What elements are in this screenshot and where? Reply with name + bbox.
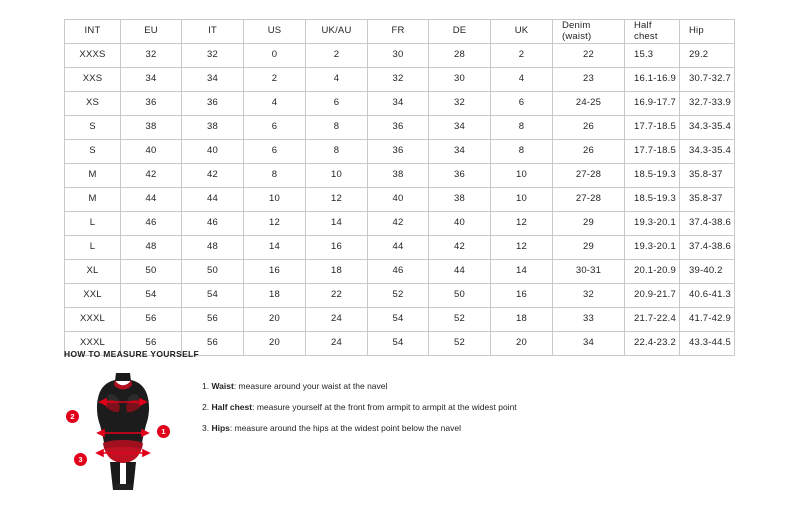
cell-eu: 40 (121, 140, 182, 164)
cell-half-chest: 15.3 (625, 44, 680, 68)
cell-uk-au: 12 (306, 188, 368, 212)
size-chart-table (64, 19, 735, 356)
cell-half-chest: 16.9-17.7 (625, 92, 680, 116)
cell-it: 44 (182, 188, 244, 212)
cell-denim-waist: 22 (553, 44, 625, 68)
cell-denim-waist: 33 (553, 308, 625, 332)
cell-hip: 37.4-38.6 (680, 236, 735, 260)
cell-denim-waist: 23 (553, 68, 625, 92)
cell-int: XXXL (65, 332, 121, 356)
measure-note-number: 1. (202, 381, 210, 391)
size-chart-container (64, 19, 734, 356)
cell-de: 42 (429, 236, 491, 260)
cell-uk: 8 (491, 116, 553, 140)
cell-fr: 32 (368, 68, 429, 92)
cell-denim-waist: 27-28 (553, 188, 625, 212)
cell-denim-waist: 32 (553, 284, 625, 308)
cell-denim-waist: 29 (553, 212, 625, 236)
cell-eu: 34 (121, 68, 182, 92)
cell-fr: 46 (368, 260, 429, 284)
cell-hip: 43.3-44.5 (680, 332, 735, 356)
table-row (65, 92, 735, 116)
cell-eu: 32 (121, 44, 182, 68)
cell-hip: 37.4-38.6 (680, 212, 735, 236)
cell-us: 20 (244, 332, 306, 356)
column-header-fr: FR (368, 20, 429, 44)
cell-int: XXL (65, 284, 121, 308)
measure-note-term: Hips (211, 423, 230, 434)
cell-us: 4 (244, 92, 306, 116)
table-row (65, 308, 735, 332)
cell-uk: 6 (491, 92, 553, 116)
how-to-measure-title: HOW TO MEASURE YOURSELF (64, 349, 200, 359)
cell-uk-au: 6 (306, 92, 368, 116)
cell-hip: 34.3-35.4 (680, 116, 735, 140)
cell-hip: 29.2 (680, 44, 735, 68)
cell-hip: 34.3-35.4 (680, 140, 735, 164)
cell-half-chest: 17.7-18.5 (625, 140, 680, 164)
cell-uk-au: 4 (306, 68, 368, 92)
cell-half-chest: 19.3-20.1 (625, 212, 680, 236)
cell-half-chest: 16.1-16.9 (625, 68, 680, 92)
measure-instructions-list (202, 367, 517, 445)
cell-us: 20 (244, 308, 306, 332)
cell-uk-au: 14 (306, 212, 368, 236)
cell-uk: 8 (491, 140, 553, 164)
cell-fr: 54 (368, 332, 429, 356)
column-header-half-chest: Half chest (625, 20, 680, 44)
cell-denim-waist: 26 (553, 116, 625, 140)
cell-de: 38 (429, 188, 491, 212)
cell-uk-au: 2 (306, 44, 368, 68)
cell-it: 56 (182, 332, 244, 356)
cell-int: S (65, 140, 121, 164)
how-to-measure-body (64, 367, 744, 492)
cell-eu: 48 (121, 236, 182, 260)
cell-int: L (65, 236, 121, 260)
cell-uk: 18 (491, 308, 553, 332)
column-header-denim-waist: Denim (waist) (553, 20, 625, 44)
cell-denim-waist: 34 (553, 332, 625, 356)
cell-int: XXXS (65, 44, 121, 68)
cell-uk-au: 8 (306, 140, 368, 164)
cell-it: 36 (182, 92, 244, 116)
cell-int: XS (65, 92, 121, 116)
cell-it: 54 (182, 284, 244, 308)
cell-us: 12 (244, 212, 306, 236)
cell-int: M (65, 164, 121, 188)
column-header-uk-au: UK/AU (306, 20, 368, 44)
column-header-us: US (244, 20, 306, 44)
cell-denim-waist: 30-31 (553, 260, 625, 284)
table-row (65, 260, 735, 284)
cell-it: 42 (182, 164, 244, 188)
cell-eu: 38 (121, 116, 182, 140)
cell-uk: 4 (491, 68, 553, 92)
cell-hip: 35.8-37 (680, 188, 735, 212)
column-header-de: DE (429, 20, 491, 44)
column-header-eu: EU (121, 20, 182, 44)
table-row (65, 116, 735, 140)
cell-half-chest: 21.7-22.4 (625, 308, 680, 332)
table-row (65, 188, 735, 212)
table-row (65, 284, 735, 308)
measure-note-text: : measure around your waist at the navel (233, 381, 388, 391)
table-row (65, 68, 735, 92)
mannequin-illustration (86, 371, 160, 491)
cell-half-chest: 19.3-20.1 (625, 236, 680, 260)
cell-us: 6 (244, 140, 306, 164)
measure-note-text: : measure around the hips at the widest point below the navel (229, 423, 461, 434)
cell-fr: 36 (368, 140, 429, 164)
cell-uk: 16 (491, 284, 553, 308)
cell-it: 40 (182, 140, 244, 164)
cell-eu: 44 (121, 188, 182, 212)
cell-de: 34 (429, 116, 491, 140)
table-row (65, 212, 735, 236)
cell-uk-au: 18 (306, 260, 368, 284)
cell-us: 2 (244, 68, 306, 92)
cell-fr: 52 (368, 284, 429, 308)
measure-note-half-chest (202, 402, 517, 412)
cell-fr: 34 (368, 92, 429, 116)
measure-note-number: 3. (202, 423, 210, 434)
cell-int: M (65, 188, 121, 212)
cell-uk-au: 8 (306, 116, 368, 140)
cell-uk-au: 24 (306, 332, 368, 356)
cell-hip: 32.7-33.9 (680, 92, 735, 116)
cell-us: 6 (244, 116, 306, 140)
measure-note-waist (202, 381, 517, 391)
cell-it: 56 (182, 308, 244, 332)
cell-denim-waist: 24-25 (553, 92, 625, 116)
column-header-hip: Hip (680, 20, 735, 44)
table-row (65, 236, 735, 260)
table-header-row (65, 20, 735, 44)
table-row (65, 140, 735, 164)
cell-it: 34 (182, 68, 244, 92)
cell-int: XXXL (65, 308, 121, 332)
cell-it: 46 (182, 212, 244, 236)
cell-uk: 14 (491, 260, 553, 284)
cell-us: 14 (244, 236, 306, 260)
cell-de: 52 (429, 308, 491, 332)
cell-hip: 35.8-37 (680, 164, 735, 188)
cell-de: 34 (429, 140, 491, 164)
cell-fr: 38 (368, 164, 429, 188)
cell-us: 8 (244, 164, 306, 188)
cell-us: 0 (244, 44, 306, 68)
cell-eu: 46 (121, 212, 182, 236)
cell-uk-au: 24 (306, 308, 368, 332)
cell-hip: 30.7-32.7 (680, 68, 735, 92)
cell-uk: 12 (491, 212, 553, 236)
cell-uk: 2 (491, 44, 553, 68)
cell-us: 10 (244, 188, 306, 212)
measure-note-number: 2. (202, 402, 210, 413)
cell-half-chest: 18.5-19.3 (625, 188, 680, 212)
column-header-uk: UK (491, 20, 553, 44)
cell-fr: 36 (368, 116, 429, 140)
cell-denim-waist: 26 (553, 140, 625, 164)
cell-uk: 12 (491, 236, 553, 260)
cell-us: 16 (244, 260, 306, 284)
table-row (65, 164, 735, 188)
cell-it: 32 (182, 44, 244, 68)
cell-hip: 41.7-42.9 (680, 308, 735, 332)
cell-hip: 39-40.2 (680, 260, 735, 284)
cell-us: 18 (244, 284, 306, 308)
how-to-measure-section (64, 349, 744, 492)
cell-de: 52 (429, 332, 491, 356)
measure-badge-3: 3 (74, 453, 87, 466)
cell-uk: 10 (491, 164, 553, 188)
cell-fr: 42 (368, 212, 429, 236)
cell-fr: 44 (368, 236, 429, 260)
cell-de: 50 (429, 284, 491, 308)
cell-int: XL (65, 260, 121, 284)
cell-half-chest: 17.7-18.5 (625, 116, 680, 140)
measure-badge-2: 2 (66, 410, 79, 423)
measure-note-term: Waist (211, 381, 234, 391)
mannequin-figure (64, 367, 184, 492)
cell-denim-waist: 27-28 (553, 164, 625, 188)
cell-fr: 30 (368, 44, 429, 68)
cell-denim-waist: 29 (553, 236, 625, 260)
cell-uk: 10 (491, 188, 553, 212)
cell-it: 50 (182, 260, 244, 284)
cell-de: 32 (429, 92, 491, 116)
column-header-it: IT (182, 20, 244, 44)
cell-eu: 42 (121, 164, 182, 188)
measure-note-hips (202, 423, 517, 433)
cell-uk-au: 16 (306, 236, 368, 260)
cell-de: 44 (429, 260, 491, 284)
cell-de: 40 (429, 212, 491, 236)
cell-eu: 56 (121, 308, 182, 332)
measure-badge-1: 1 (157, 425, 170, 438)
cell-int: XXS (65, 68, 121, 92)
cell-half-chest: 18.5-19.3 (625, 164, 680, 188)
measure-note-term: Half chest (211, 402, 253, 413)
cell-de: 30 (429, 68, 491, 92)
cell-half-chest: 22.4-23.2 (625, 332, 680, 356)
table-row (65, 44, 735, 68)
cell-uk: 20 (491, 332, 553, 356)
cell-it: 48 (182, 236, 244, 260)
measure-note-text: : measure yourself at the front from armpit to armpit at the widest point (252, 402, 517, 413)
cell-half-chest: 20.1-20.9 (625, 260, 680, 284)
cell-eu: 56 (121, 332, 182, 356)
cell-eu: 36 (121, 92, 182, 116)
column-header-int: INT (65, 20, 121, 44)
cell-de: 36 (429, 164, 491, 188)
cell-int: S (65, 116, 121, 140)
cell-half-chest: 20.9-21.7 (625, 284, 680, 308)
cell-uk-au: 22 (306, 284, 368, 308)
cell-int: L (65, 212, 121, 236)
cell-uk-au: 10 (306, 164, 368, 188)
cell-hip: 40.6-41.3 (680, 284, 735, 308)
cell-eu: 54 (121, 284, 182, 308)
cell-it: 38 (182, 116, 244, 140)
cell-eu: 50 (121, 260, 182, 284)
cell-fr: 54 (368, 308, 429, 332)
cell-de: 28 (429, 44, 491, 68)
cell-fr: 40 (368, 188, 429, 212)
